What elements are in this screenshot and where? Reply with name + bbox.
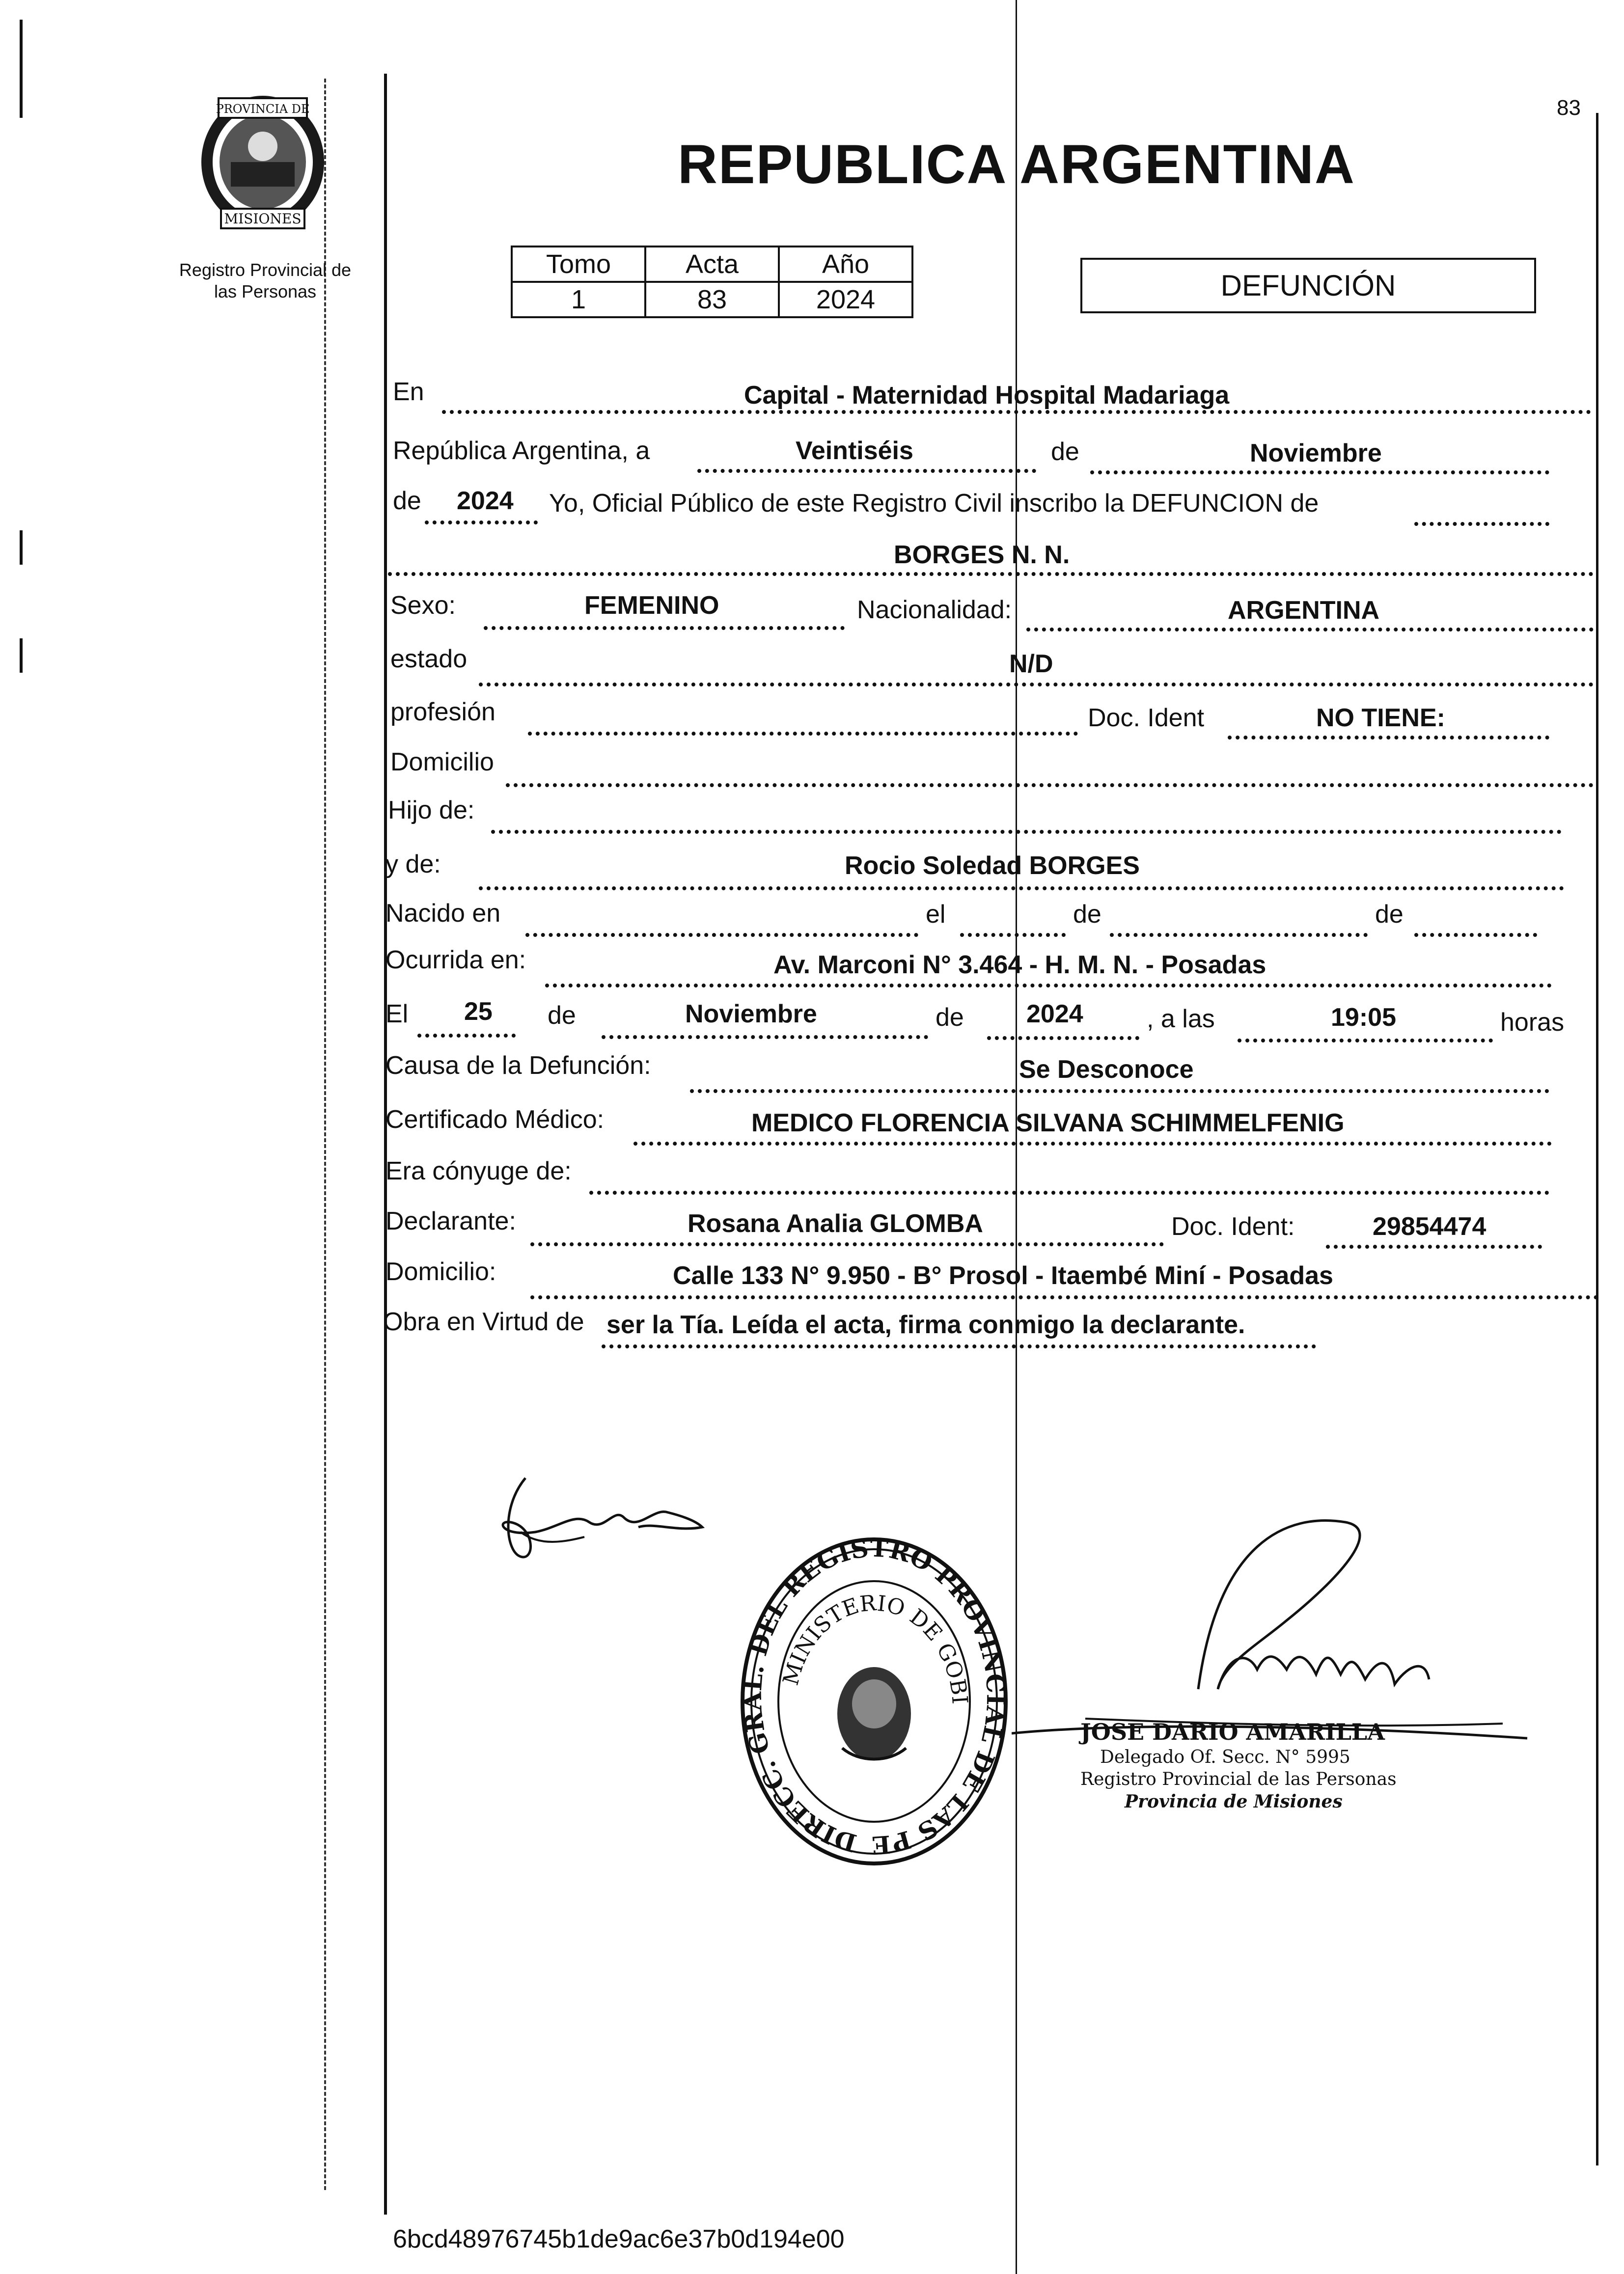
hora-value: 19:05 [1331, 1003, 1396, 1032]
causa-value: Se Desconoce [1019, 1055, 1194, 1084]
declarante-line [530, 1242, 1164, 1246]
estado-label: estado [390, 645, 468, 673]
nombre-line [388, 572, 1594, 576]
sexo-label: Sexo: [390, 591, 456, 620]
mes-value: Noviembre [1250, 439, 1382, 467]
coat-of-arms-icon [837, 1667, 911, 1760]
ocurrida-line [545, 984, 1552, 987]
registry-name [162, 259, 368, 302]
fecha-mes-line [602, 1035, 928, 1039]
de-label-3: de [1073, 900, 1101, 929]
anio-value: 2024 [457, 487, 514, 515]
alas-label: , a las [1147, 1005, 1215, 1033]
acta-value-anio: 2024 [779, 282, 912, 317]
doc-ident-label: Doc. Ident [1088, 704, 1205, 732]
fecha-anio-value: 2024 [1026, 1000, 1083, 1028]
right-margin-line [1596, 113, 1598, 2165]
nacido-anio-line [1414, 933, 1537, 937]
nacido-line [525, 933, 918, 937]
fecha-dia-value: 25 [464, 997, 493, 1026]
de-label-4: de [1375, 900, 1404, 929]
causa-label: Causa de la Defunción: [385, 1051, 651, 1080]
hijo-label: Hijo de: [388, 796, 475, 824]
ocurrida-value: Av. Marconi N° 3.464 - H. M. N. - Posadas [773, 951, 1266, 979]
nacionalidad-label: Nacionalidad: [857, 596, 1012, 624]
obra-label: Obra en Virtud de [383, 1308, 584, 1336]
certificado-value: MEDICO FLORENCIA SILVANA SCHIMMELFENIG [751, 1109, 1345, 1137]
edge-mark [20, 530, 23, 565]
de-label-2: de [393, 487, 421, 515]
yde-label: y de: [385, 850, 441, 878]
de-label-5: de [548, 1001, 576, 1030]
handwritten-signature-icon [491, 1468, 717, 1576]
nombre-value: BORGES N. N. [894, 541, 1070, 569]
nacionalidad-line [1026, 628, 1594, 631]
fecha-dia-line [417, 1034, 516, 1038]
sexo-value: FEMENINO [584, 591, 719, 620]
left-margin-line [384, 74, 387, 2215]
anio-line [425, 521, 538, 524]
domicilio-line [506, 783, 1594, 787]
el-label-1: el [926, 900, 946, 929]
nacido-label: Nacido en [385, 899, 501, 928]
certificado-line [633, 1142, 1552, 1146]
hora-line [1238, 1039, 1493, 1042]
official-name: JOSE DARIO AMARILLA [1080, 1719, 1385, 1745]
official-role: Delegado Of. Secc. N° 5995 [1100, 1747, 1350, 1767]
registry-line-2: las Personas [214, 281, 317, 301]
estado-value: N/D [1009, 650, 1053, 678]
declarant-signature [491, 1468, 717, 1576]
nacido-dia-line [960, 933, 1066, 937]
horas-label: horas [1500, 1008, 1565, 1037]
edge-mark [20, 20, 23, 118]
official-registry: Registro Provincial de las Personas [1080, 1769, 1397, 1789]
doc-ident2-line [1326, 1245, 1542, 1249]
record-type-box: DEFUNCIÓN [1080, 258, 1536, 313]
estado-line [479, 683, 1594, 686]
acta-header-acta: Acta [645, 247, 779, 282]
binding-dashes [324, 79, 326, 2190]
en-line [442, 410, 1591, 414]
en-label: En [393, 378, 424, 406]
obra-line [602, 1344, 1316, 1348]
acta-value-tomo: 1 [512, 282, 645, 317]
acta-header-row [512, 247, 912, 282]
declarante-label: Declarante: [385, 1207, 516, 1235]
obra-value: ser la Tía. Leída el acta, firma conmigo la declarante. [606, 1311, 1245, 1339]
stamp-ring-text: DIRECC. GRAL. DEL REGISTRO PROVINCIAL DE LAS PE [738, 1533, 1011, 1860]
acta-header-tomo: Tomo [512, 247, 645, 282]
hijo-line [491, 830, 1562, 834]
acta-value-acta: 83 [645, 282, 779, 317]
certificado-label: Certificado Médico: [385, 1105, 605, 1134]
acta-table [511, 246, 913, 318]
domicilio2-value: Calle 133 N° 9.950 - B° Prosol - Itaembé Miní - Posadas [673, 1261, 1333, 1290]
sexo-line [484, 626, 845, 630]
doc-ident2-value: 29854474 [1373, 1212, 1486, 1241]
registry-seal-icon [737, 1532, 1012, 1871]
domicilio2-label: Domicilio: [385, 1258, 496, 1286]
en-value: Capital - Maternidad Hospital Madariaga [744, 381, 1230, 410]
fecha-mes-value: Noviembre [685, 1000, 817, 1028]
declarante-value: Rosana Analia GLOMBA [688, 1209, 983, 1238]
misiones-seal-icon [194, 88, 331, 236]
domicilio2-line [530, 1295, 1598, 1299]
conyuge-label: Era cónyuge de: [385, 1157, 572, 1185]
ocurrida-label: Ocurrida en: [385, 946, 526, 974]
fecha-anio-line [987, 1036, 1139, 1040]
de-label-6: de [936, 1003, 964, 1032]
yo-text: Yo, Oficial Público de este Registro Civil inscribo la DEFUNCION de [549, 489, 1319, 518]
de-label-1: de [1051, 438, 1079, 466]
conyuge-line [589, 1191, 1549, 1195]
logo-text-top: PROVINCIA DE [216, 102, 310, 116]
yo-line [1414, 522, 1549, 526]
document-hash: 6bcd48976745b1de9ac6e37b0d194e00 [393, 2225, 845, 2253]
page-title: REPUBLICA ARGENTINA [678, 134, 1355, 195]
madre-line [479, 886, 1564, 890]
edge-mark [20, 638, 23, 673]
logo-text-bottom: MISIONES [224, 211, 302, 227]
republica-label: República Argentina, a [393, 437, 650, 465]
doc-ident-value: NO TIENE: [1316, 704, 1445, 732]
stamp-inner-text: MINISTERIO DE GOBI [778, 1590, 972, 1705]
mes-line [1090, 470, 1549, 474]
official-name-block [1080, 1719, 1424, 1812]
causa-line [690, 1089, 1549, 1093]
dia-line [697, 469, 1036, 473]
profesion-label: profesión [390, 698, 495, 726]
official-province: Provincia de Misiones [1125, 1791, 1343, 1812]
doc-ident-line [1228, 736, 1549, 740]
page-number: 83 [1557, 96, 1581, 120]
province-logo [194, 88, 331, 236]
madre-value: Rocio Soledad BORGES [845, 851, 1140, 880]
doc-ident2-label: Doc. Ident: [1171, 1212, 1295, 1241]
nacionalidad-value: ARGENTINA [1228, 596, 1380, 625]
registry-line-1: Registro Provincial de [179, 260, 352, 280]
acta-value-row [512, 282, 912, 317]
profesion-line [528, 732, 1078, 736]
acta-header-anio: Año [779, 247, 912, 282]
nacido-mes-line [1110, 933, 1368, 937]
official-stamp [737, 1532, 1012, 1871]
dia-value: Veintiséis [796, 437, 913, 465]
domicilio-label: Domicilio [390, 748, 494, 776]
el-label-2: El [385, 1000, 409, 1028]
